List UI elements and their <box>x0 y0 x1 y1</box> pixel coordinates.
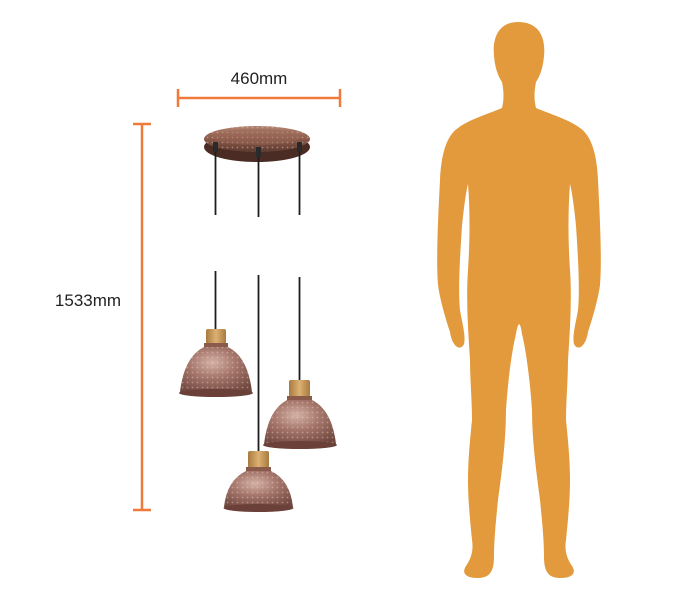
pendant-shade-left <box>179 329 253 397</box>
width-dimension <box>178 69 340 107</box>
human-silhouette <box>437 22 601 578</box>
wood-socket <box>248 451 269 468</box>
height-label: 1533mm <box>54 291 122 310</box>
pendant-lamp <box>179 126 337 512</box>
width-label: 460mm <box>230 69 288 88</box>
wood-socket <box>206 329 226 344</box>
wood-socket <box>289 380 310 397</box>
pendant-shade-right <box>263 380 337 449</box>
height-dimension <box>55 124 151 510</box>
pendant-shade-middle <box>224 451 294 512</box>
